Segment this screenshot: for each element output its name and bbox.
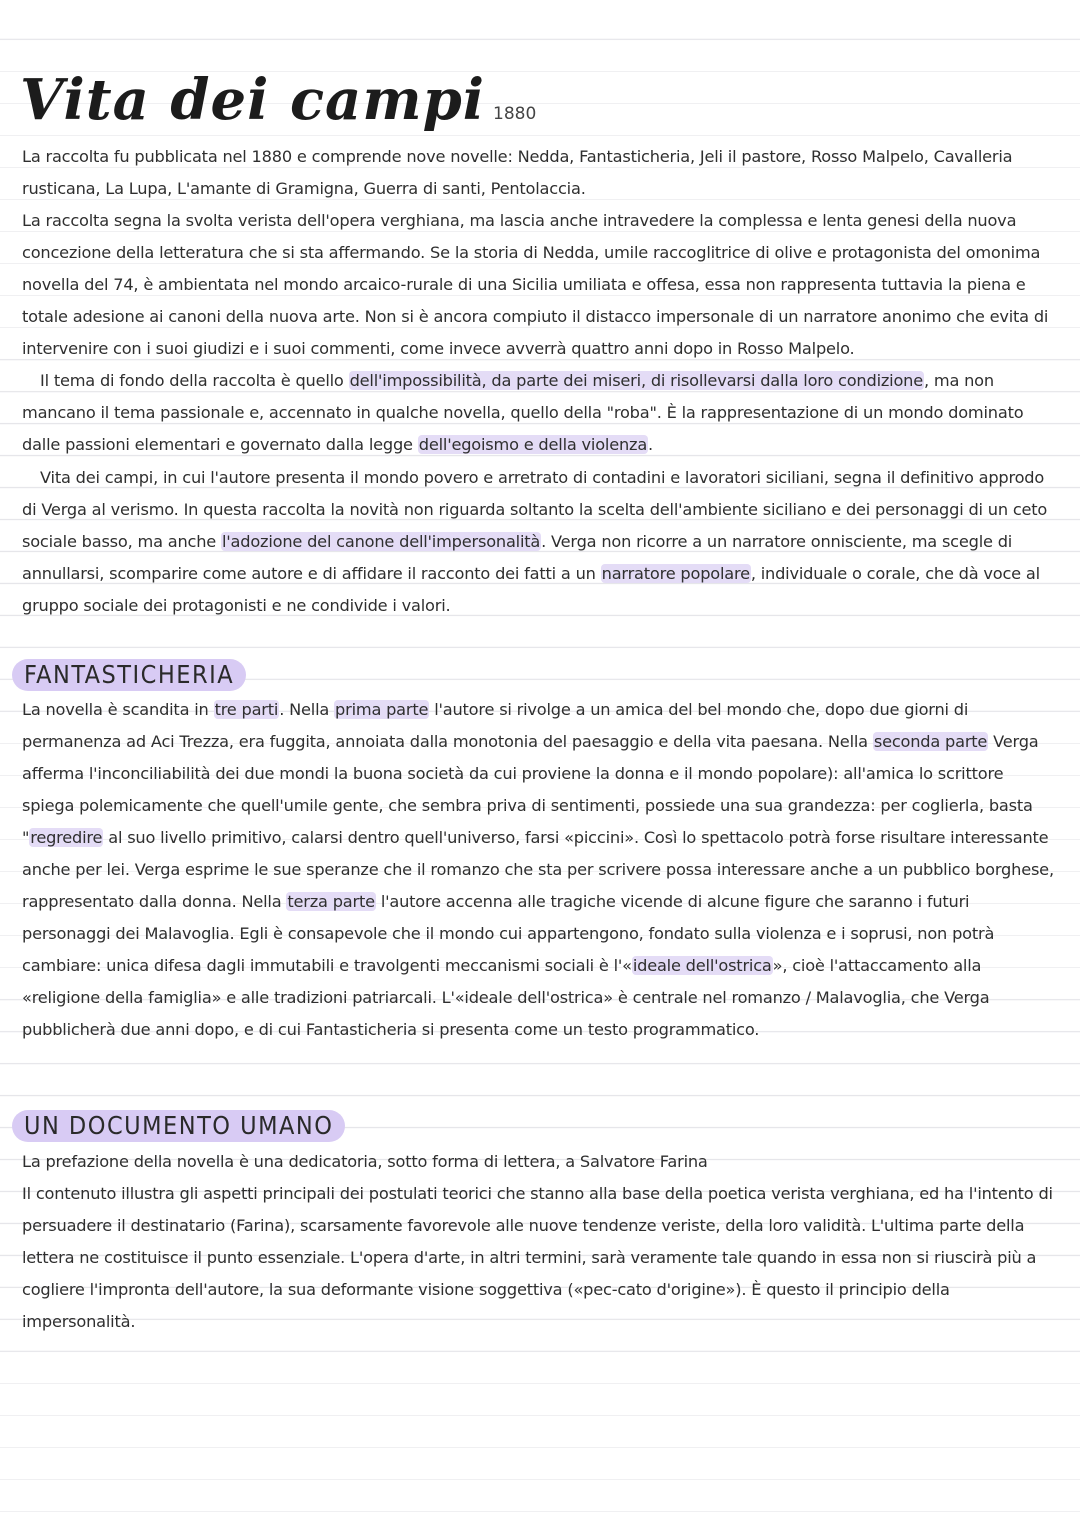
text-run: , individuale o corale, che dà voce al gruppo sociale dei protagonisti e ne condivide i valori. xyxy=(22,564,1040,615)
highlight: dell'impossibilità, da parte dei miseri, di risollevarsi dalla loro condizione xyxy=(349,371,923,390)
highlight: dell'egoismo e della violenza xyxy=(418,435,648,454)
title-row xyxy=(20,67,537,133)
intro-paragraph-2: La raccolta segna la svolta verista dell'opera verghiana, ma lascia anche intravedere la complessa e lenta genesi della nuova concezione della letteratura che si sta affermando. Se la storia di Nedda, umile raccoglitrice di olive e protagonista del omonima novella del 74, è ambientata nel mondo arcaico-rurale di una Sicilia umiliata e offesa, essa non rappresenta tuttavia la piena e totale adesione ai canoni della nuova arte. Non si è ancora compiuto il distacco impersonale di un narratore anonimo che evita di intervenire con i suoi giudizi e i suoi commenti, come invece avverrà quattro anni dopo in Rosso Malpelo. xyxy=(22,211,1049,358)
highlight: regredire xyxy=(30,828,103,847)
intro-paragraph-3 xyxy=(22,365,1057,461)
fantasticheria-paragraph xyxy=(22,694,1057,1046)
text-run: l'autore si rivolge a un amica del bel mondo che, dopo due giorni di permanenza ad Aci Trezza, era fuggita, annoiata dalla monotonia del paesaggio e della vita paesana. Nella xyxy=(22,700,969,751)
highlight: narratore popolare xyxy=(601,564,750,583)
highlight: l'adozione del canone dell'impersonalità xyxy=(222,532,541,551)
documento-paragraph-2: Il contenuto illustra gli aspetti principali dei postulati teorici che stanno alla base della poetica verista verghiana, ed ha l'intento di persuadere il destinatario (Farina), scarsamente favorevole alle nuove tendenze veriste, della loro validità. L'ultima parte della lettera ne costituisce il punto essenziale. L'opera d'arte, in altri termini, sarà veramente tale quando in essa non si riuscirà più a cogliere l'impronta dell'autore, la sua deformante visione soggettiva («pec-cato d'origine»). È questo il principio della impersonalità. xyxy=(22,1184,1053,1331)
text-run: La novella è scandita in xyxy=(22,700,214,719)
title-year: 1880 xyxy=(493,104,537,124)
text-run: », cioè l'attaccamento alla «religione della famiglia» e alle tradizioni patriarcali. L'«ideale dell'ostrica» è centrale nel romanzo / Malavoglia, che Verga pubblicherà due anni dopo, e di cui Fantasticheria si presenta come un testo programmatico. xyxy=(22,956,990,1039)
text-run: Verga afferma l'inconciliabilità dei due mondi la buona società da cui proviene la donna e il mondo popolare): all'amica lo scrittore spiega polemicamente che quell'umile gente, che sembra priva di sentimenti, possiede una sua grandezza: per coglierla, basta " xyxy=(22,732,1039,847)
highlight: tre parti xyxy=(214,700,279,719)
highlight: seconda parte xyxy=(873,732,988,751)
documento-paragraph-1: La prefazione della novella è una dedicatoria, sotto forma di lettera, a Salvatore Farina xyxy=(22,1152,708,1171)
intro-paragraph-4 xyxy=(22,462,1057,622)
intro-paragraph-1: La raccolta fu pubblicata nel 1880 e comprende nove novelle: Nedda, Fantasticheria, Jeli il pastore, Rosso Malpelo, Cavalleria rusticana, La Lupa, L'amante di Gramigna, Guerra di santi, Pentolaccia. xyxy=(22,147,1013,198)
section-heading: FANTASTICHERIA xyxy=(24,660,235,689)
text-run: al suo livello primitivo, calarsi dentro quell'universo, farsi «piccini». Così lo spettacolo potrà forse risultare interessante anche per lei. Verga esprime le sue speranze che il romanzo che sta per scrivere possa interessare anche a un pubblico borghese, rappresentato dalla donna. Nella xyxy=(22,828,1054,911)
text-run: . Verga non ricorre a un narratore onnisciente, ma scegle di annullarsi, scomparire come autore e di affidare il racconto dei fatti a un xyxy=(22,532,1013,583)
text-run: l'autore accenna alle tragiche vicende di alcune figure che saranno i futuri personaggi dei Malavoglia. Egli è consapevole che il mondo cui appartengono, fondato sulla violenza e i soprusi, non potrà cambiare: unica difesa dagli immutabili e travolgenti meccanismi sociali è l'« xyxy=(22,892,995,975)
highlight: ideale dell'ostrica xyxy=(632,956,772,975)
heading-highlight xyxy=(12,1110,345,1142)
text-run: Vita dei campi, in cui l'autore presenta il mondo povero e arretrato di contadini e lavoratori siciliani, segna il definitivo approdo di Verga al verismo. In questa raccolta la novità non riguarda soltanto la scelta dell'ambiente siciliano e dei personaggi di un ceto sociale basso, ma anche xyxy=(22,468,1048,551)
text-run: Il tema di fondo della raccolta è quello xyxy=(40,371,349,390)
page-title: Vita dei campi xyxy=(20,67,486,133)
highlight: terza parte xyxy=(287,892,375,911)
text-run: . Nella xyxy=(279,700,335,719)
highlight: prima parte xyxy=(335,700,429,719)
heading-documento-umano xyxy=(12,1110,345,1142)
text-run: . xyxy=(648,435,653,454)
section-heading: UN DOCUMENTO UMANO xyxy=(24,1111,334,1140)
heading-highlight xyxy=(12,659,246,691)
heading-fantasticheria xyxy=(12,659,246,691)
text-run: , ma non mancano il tema passionale e, accennato in qualche novella, quello della "roba". È la rappresentazione di un mondo dominato dalle passioni elementari e governato dalla legge xyxy=(22,371,1024,454)
